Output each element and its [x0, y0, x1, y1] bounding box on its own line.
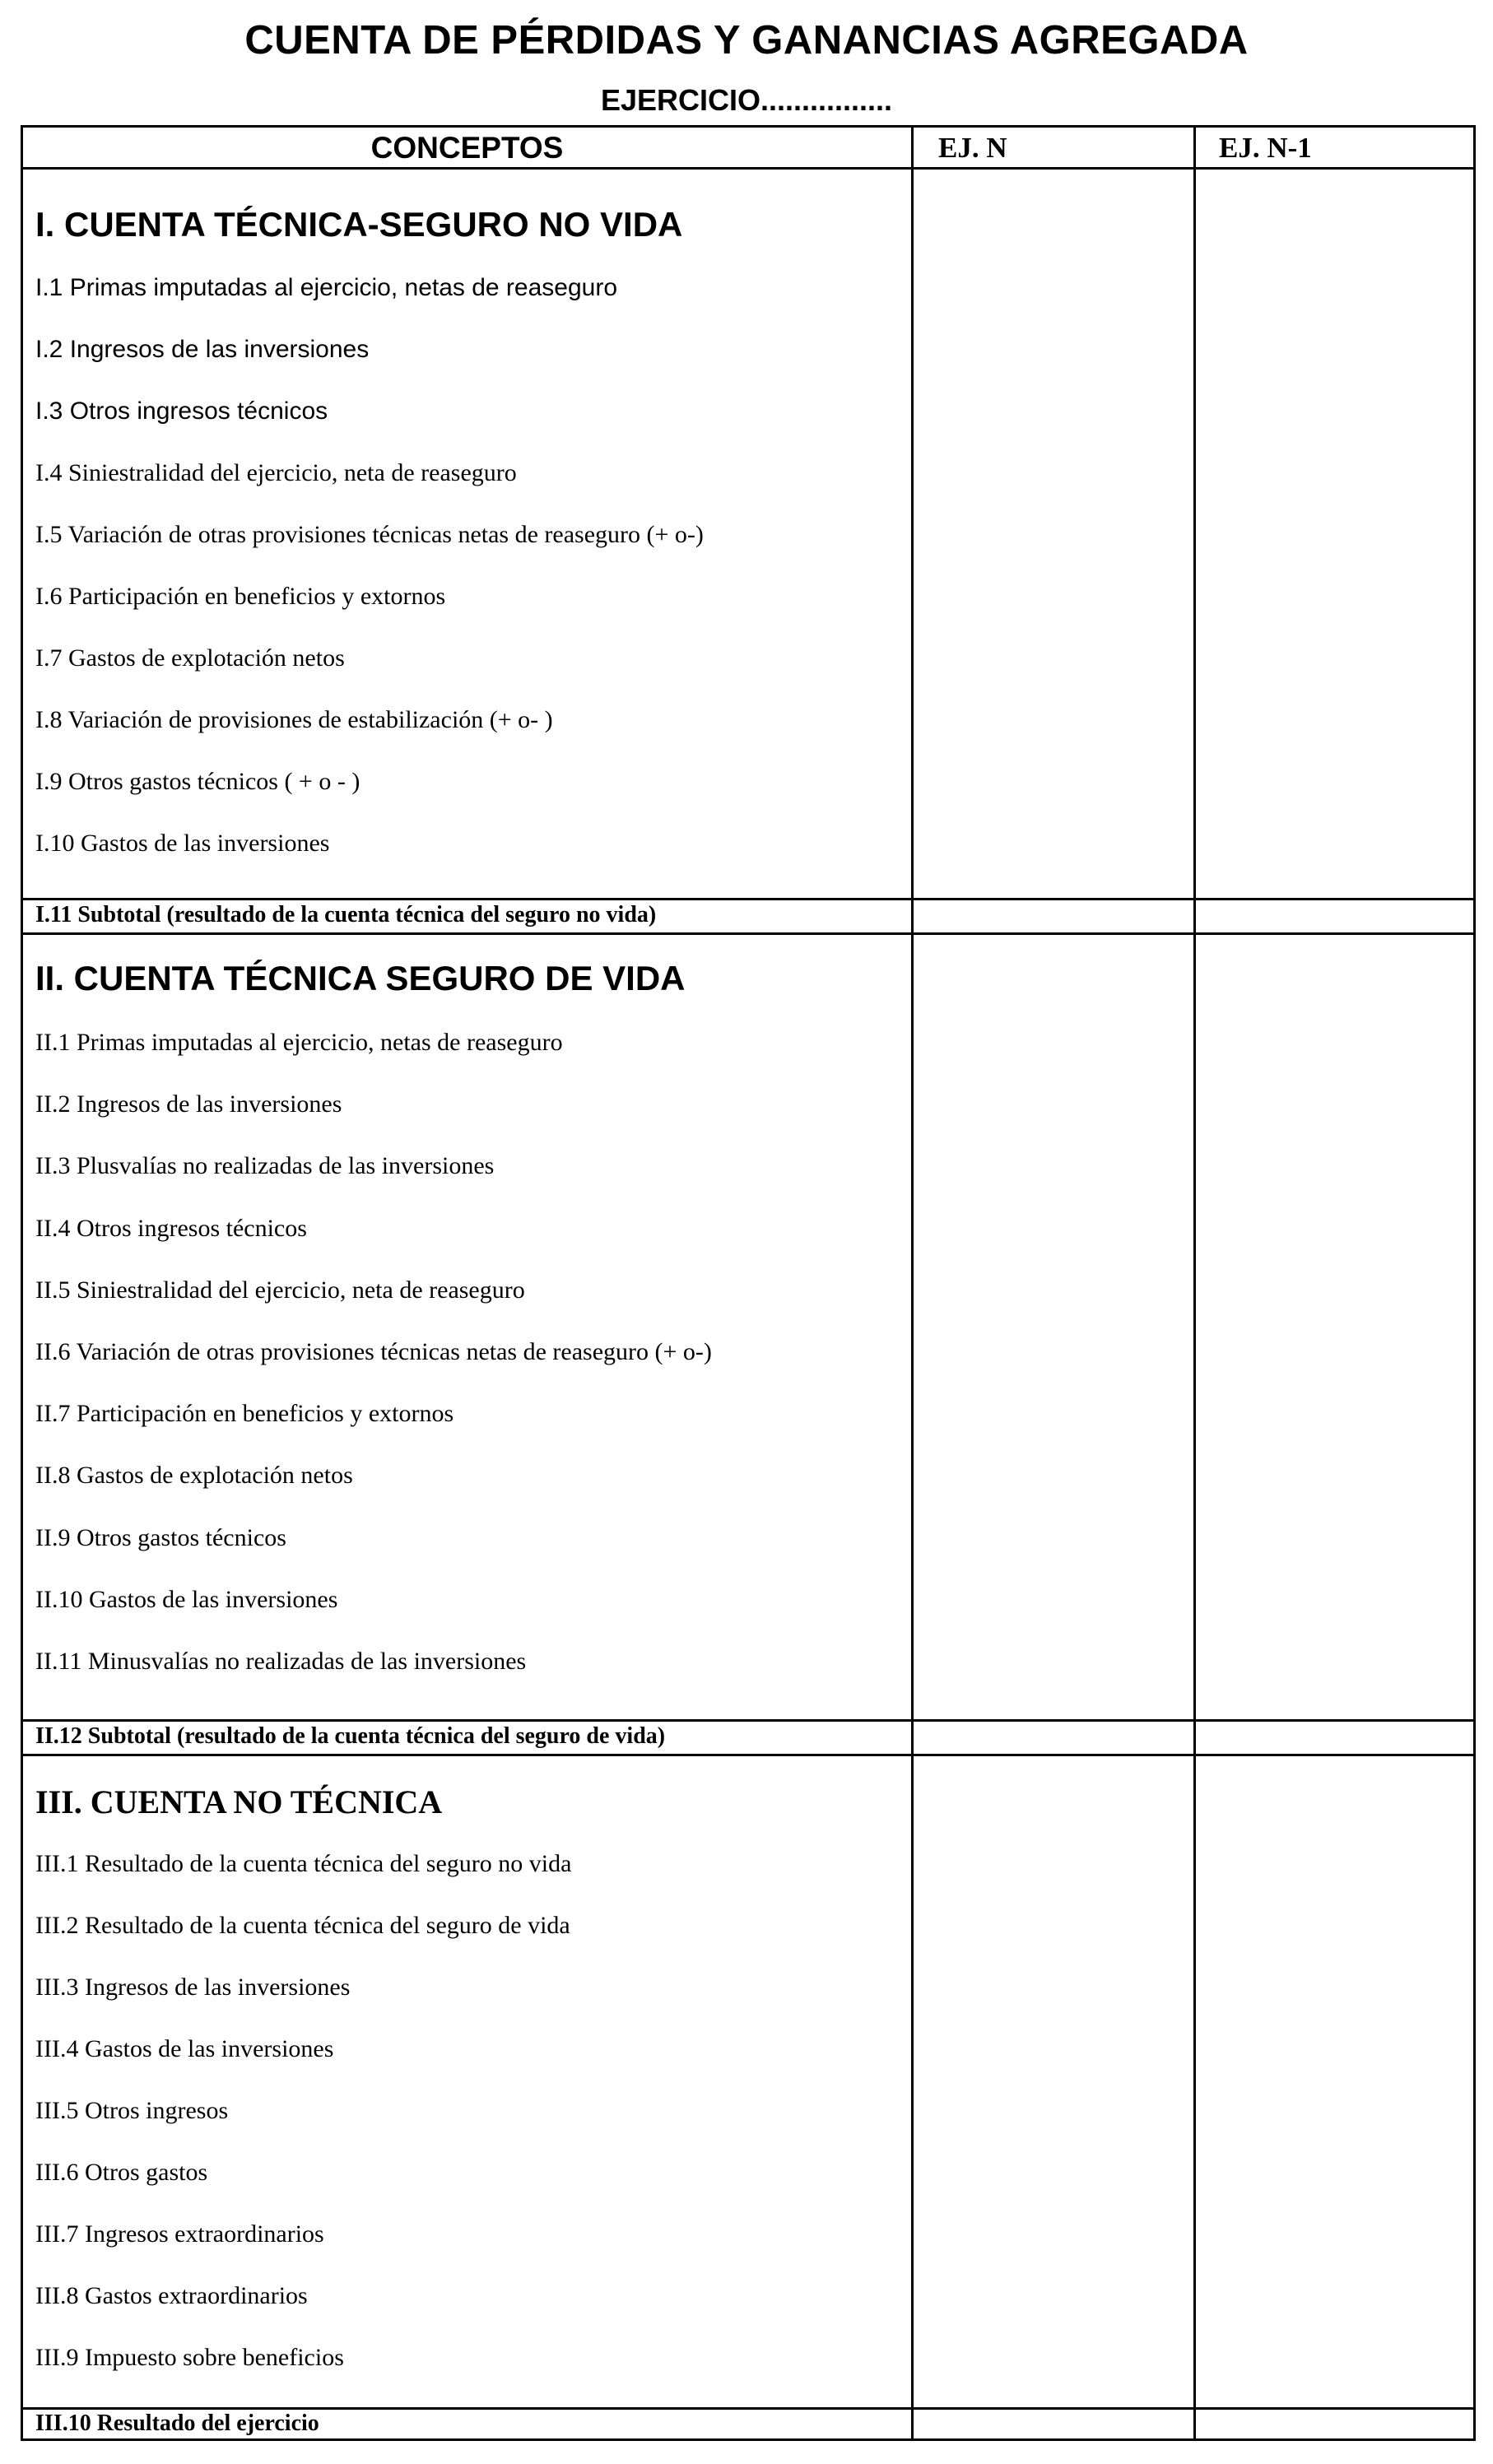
list-item: I.4 Siniestralidad del ejercicio, neta de reaseguro: [35, 459, 517, 486]
list-item: II.10 Gastos de las inversiones: [35, 1586, 338, 1613]
list-item: II.5 Siniestralidad del ejercicio, neta de reaseguro: [35, 1276, 525, 1304]
list-item: II.6 Variación de otras provisiones técnicas netas de reaseguro (+ o-): [35, 1338, 712, 1365]
list-item: III.9 Impuesto sobre beneficios: [35, 2344, 344, 2371]
list-item: II.4 Otros ingresos técnicos: [35, 1215, 307, 1242]
list-item: III.5 Otros ingresos: [35, 2097, 229, 2124]
list-item: I.6 Participación en beneficios y extornos: [35, 583, 446, 610]
row-divider: [23, 932, 1473, 935]
header-conceptos: CONCEPTOS: [370, 131, 564, 165]
list-item: I.5 Variación de otras provisiones técnicas netas de reaseguro (+ o-): [35, 521, 704, 548]
list-item: II.1 Primas imputadas al ejercicio, netas de reaseguro: [35, 1029, 563, 1056]
list-item: II.3 Plusvalías no realizadas de las inversiones: [35, 1152, 495, 1179]
list-item: I.9 Otros gastos técnicos ( + o - ): [35, 768, 360, 795]
header-ej-n1: EJ. N-1: [1219, 132, 1312, 164]
column-divider-ej-n: [911, 128, 914, 2438]
list-item: I.2 Ingresos de las inversiones: [35, 336, 370, 363]
page-title: CUENTA DE PÉRDIDAS Y GANANCIAS AGREGADA: [244, 18, 1249, 63]
list-item: II.2 Ingresos de las inversiones: [35, 1090, 342, 1118]
list-item: III.3 Ingresos de las inversiones: [35, 1974, 351, 2001]
pl-table: [21, 125, 1476, 2441]
page-subtitle: EJERCICIO................: [600, 83, 893, 117]
list-item: I.7 Gastos de explotación netos: [35, 644, 345, 672]
list-item: I.3 Otros ingresos técnicos: [35, 397, 328, 425]
subtotal-vida: II.12 Subtotal (resultado de la cuenta técnica del seguro de vida): [35, 1723, 666, 1749]
list-item: III.6 Otros gastos: [35, 2159, 208, 2186]
subtotal-no-vida: I.11 Subtotal (resultado de la cuenta técnica del seguro no vida): [35, 902, 657, 927]
resultado-ejercicio: III.10 Resultado del ejercicio: [35, 2411, 319, 2436]
list-item: II.7 Participación en beneficios y extornos: [35, 1400, 454, 1427]
list-item: II.11 Minusvalías no realizadas de las inversiones: [35, 1648, 527, 1675]
header-divider: [23, 167, 1473, 170]
list-item: I.10 Gastos de las inversiones: [35, 830, 330, 857]
header-ej-n: EJ. N: [938, 132, 1007, 164]
section-title-no-tecnica: III. CUENTA NO TÉCNICA: [35, 1783, 443, 1820]
column-divider-ej-n1: [1193, 128, 1196, 2438]
list-item: III.1 Resultado de la cuenta técnica del seguro no vida: [35, 1850, 572, 1877]
section-title-no-vida: I. CUENTA TÉCNICA-SEGURO NO VIDA: [35, 205, 683, 244]
list-item: III.7 Ingresos extraordinarios: [35, 2220, 324, 2248]
row-divider: [23, 1754, 1473, 1756]
list-item: II.9 Otros gastos técnicos: [35, 1524, 286, 1551]
list-item: I.8 Variación de provisiones de estabilización (+ o- ): [35, 706, 553, 733]
list-item: III.2 Resultado de la cuenta técnica del seguro de vida: [35, 1912, 570, 1939]
list-item: III.4 Gastos de las inversiones: [35, 2035, 334, 2062]
section-title-vida: II. CUENTA TÉCNICA SEGURO DE VIDA: [35, 959, 686, 997]
list-item: I.1 Primas imputadas al ejercicio, netas de reaseguro: [35, 274, 618, 301]
list-item: III.8 Gastos extraordinarios: [35, 2282, 308, 2309]
list-item: II.8 Gastos de explotación netos: [35, 1462, 353, 1489]
